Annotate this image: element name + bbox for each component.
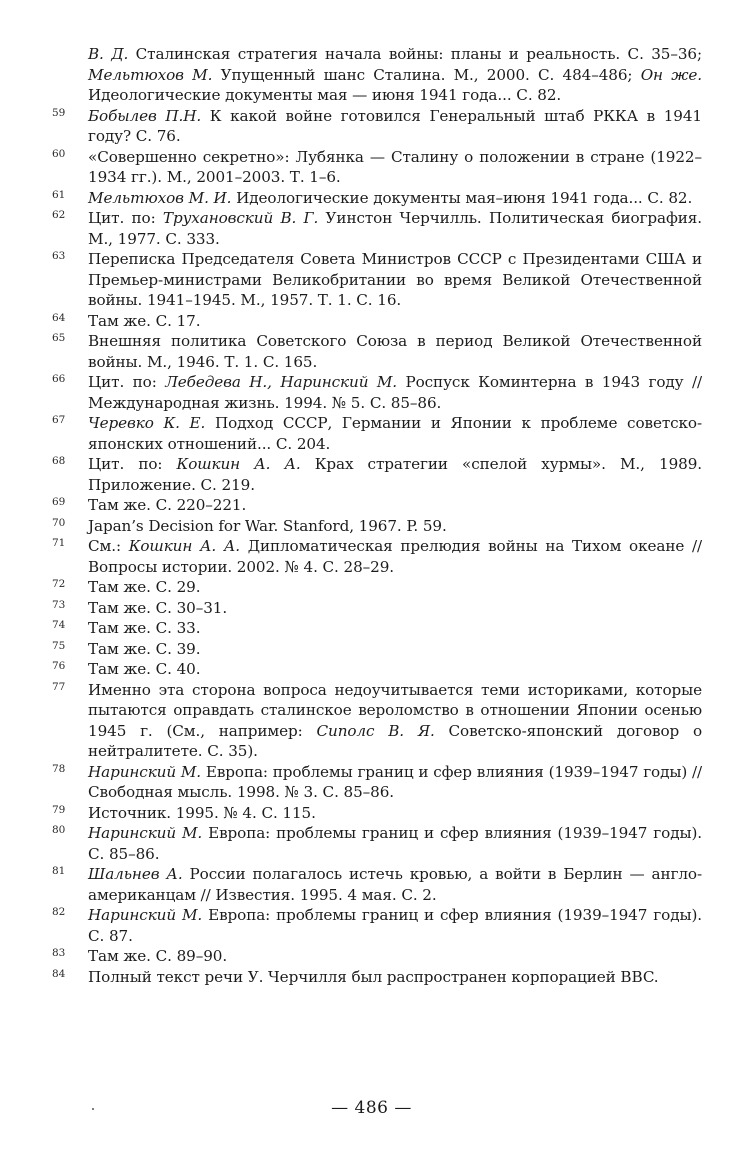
endnote-text	[88, 618, 702, 639]
endnote-text	[88, 147, 702, 188]
citation-text: Там же. С. 39.	[88, 639, 201, 658]
endnote-number: 79	[52, 803, 66, 816]
endnote	[52, 618, 702, 639]
author-name: Трухановский В. Г.	[162, 209, 319, 227]
citation-text: Идеологические документы мая — июня 1941 года... С. 82.	[88, 86, 562, 104]
endnote	[52, 44, 702, 106]
endnote-number: 84	[52, 967, 66, 980]
citation-text: Там же. С. 220–221.	[88, 496, 247, 514]
endnote-text	[88, 454, 702, 495]
endnote-text	[88, 495, 702, 516]
author-name: Шальнев А.	[88, 865, 183, 883]
citation-text: Там же. С. 29.	[88, 578, 201, 596]
endnote-number: 69	[52, 496, 66, 508]
citation-text: К какой войне готовился Генеральный штаб РККА в 1941 году? С. 76.	[88, 106, 702, 145]
endnote-number: 67	[52, 414, 66, 426]
citation-text: Сталинская стратегия начала войны: планы и реальность. С. 35–36;	[128, 45, 703, 63]
endnote-text	[88, 762, 702, 803]
endnote-text	[88, 44, 702, 106]
endnote	[52, 680, 702, 762]
endnote-number: 72	[52, 578, 66, 590]
citation-text: Цит. по:	[88, 455, 177, 473]
endnote-text	[88, 106, 702, 147]
endnote-text	[88, 413, 702, 454]
endnote	[52, 946, 702, 967]
endnote	[52, 249, 702, 311]
endnote	[52, 905, 702, 946]
endnote-text	[88, 659, 702, 680]
endnote-number: 81	[52, 865, 66, 877]
endnote	[52, 864, 702, 905]
citation-text: Советско-японский договор о нейтралитете. С. 35).	[88, 721, 703, 760]
endnote-text	[88, 208, 702, 249]
endnote-number: 76	[52, 660, 66, 672]
endnote-text	[88, 803, 702, 824]
endnote-number: 83	[52, 947, 66, 959]
endnote	[52, 331, 702, 372]
endnote	[52, 967, 702, 988]
endnote	[52, 577, 702, 598]
endnote-text	[88, 823, 702, 864]
endnote-text	[88, 311, 702, 332]
citation-text: Там же. С. 33.	[88, 619, 201, 637]
citation-text: Внешняя политика Советского Союза в период Великой Отечественной войны. М., 1946. Т. 1. С. 165.	[88, 332, 702, 371]
citation-text: Подход СССР, Германии и Японии к проблеме советско-японских отношений... С. 204.	[88, 414, 703, 453]
endnote	[52, 516, 702, 537]
endnote-number: 64	[52, 311, 66, 324]
endnote	[52, 372, 702, 413]
citation-text: Там же. С. 17.	[88, 311, 201, 330]
endnote-text	[88, 577, 702, 598]
citation-text: Именно эта сторона вопроса недоучитывается теми историками, которые пытаются оправдать сталинское вероломство в отношении Японии осенью 1945 г. (См., например:	[88, 680, 702, 740]
author-name: Наринский М.	[88, 824, 203, 842]
citation-text: Идеологические документы мая–июня 1941 года... С. 82.	[231, 188, 693, 207]
endnote-number: 61	[52, 188, 66, 201]
endnote	[52, 106, 702, 147]
endnote-number: 77	[52, 680, 66, 693]
endnote-text	[88, 516, 702, 537]
citation-text: Цит. по:	[88, 209, 163, 227]
author-name: Наринский М.	[88, 762, 202, 781]
citation-text: Полный текст речи У. Черчилля был распространен корпорацией BBC.	[88, 967, 659, 986]
endnote	[52, 454, 702, 495]
citation-text: Japan’s Decision for War. Stanford, 1967. P. 59.	[88, 516, 447, 535]
endnote-number: 60	[52, 147, 66, 160]
author-name: Кошкин А. А.	[176, 455, 301, 473]
author-name: Черевко К. Е.	[88, 414, 206, 432]
endnote	[52, 147, 702, 188]
endnote-number: 73	[52, 598, 66, 611]
citation-text: Европа: проблемы границ и сфер влияния (1939–1947 годы). С. 85–86.	[88, 824, 702, 863]
endnote-number: 68	[52, 455, 66, 467]
endnote	[52, 208, 702, 249]
endnote-number: 65	[52, 332, 66, 344]
endnote-number: 70	[52, 516, 66, 529]
author-name: Кошкин А. А.	[128, 537, 240, 555]
endnote	[52, 803, 702, 824]
endnote-number: 62	[52, 209, 66, 221]
endnote	[52, 495, 702, 516]
endnote-number: 78	[52, 762, 66, 775]
citation-text: Европа: проблемы границ и сфер влияния (1939–1947 годы). С. 87.	[88, 906, 702, 945]
endnote-text	[88, 372, 702, 413]
citation-text: Там же. С. 40.	[88, 660, 201, 678]
endnote-number: 80	[52, 824, 66, 836]
endnote	[52, 762, 702, 803]
endnote-number: 82	[52, 906, 66, 918]
citation-text: Упущенный шанс Сталина. М., 2000. С. 484–486;	[212, 65, 641, 84]
citation-text: Источник. 1995. № 4. С. 115.	[88, 803, 316, 822]
endnote	[52, 823, 702, 864]
endnote-number: 75	[52, 639, 66, 652]
page-number: — 486 —	[331, 1098, 412, 1118]
endnote	[52, 659, 702, 680]
author-name: Мельтюхов М. И.	[88, 188, 232, 207]
endnote-text	[88, 967, 702, 988]
endnote-number: 71	[52, 537, 66, 549]
endnote-text	[88, 864, 702, 905]
citation-text: Крах стратегии «спелой хурмы». М., 1989. Приложение. С. 219.	[88, 455, 702, 494]
endnote-text	[88, 905, 702, 946]
endnote-text	[88, 331, 702, 372]
endnote-number: 59	[52, 106, 66, 119]
endnote	[52, 188, 702, 209]
citation-text: «Совершенно секретно»: Лубянка — Сталину о положении в стране (1922–1934 гг.). М., 2001–2003. Т. 1–6.	[88, 147, 702, 186]
endnote-number: 66	[52, 373, 66, 385]
author-name: Бобылев П.Н.	[88, 106, 202, 125]
endnote	[52, 413, 702, 454]
endnote	[52, 536, 702, 577]
endnote-text	[88, 639, 702, 660]
citation-text: Роспуск Коминтерна в 1943 году // Международная жизнь. 1994. № 5. С. 85–86.	[88, 373, 702, 412]
endnotes-list	[52, 44, 702, 987]
endnote	[52, 639, 702, 660]
citation-text: Там же. С. 89–90.	[88, 947, 228, 965]
endnote-number: 74	[52, 619, 66, 631]
endnote-text	[88, 598, 702, 619]
citation-text: России полагалось истечь кровью, а войти в Берлин — англо-американцам // Известия. 1995. 4 мая. С. 2.	[88, 865, 702, 904]
citation-text: Цит. по:	[88, 373, 166, 391]
endnote-number: 63	[52, 250, 66, 262]
citation-text: Переписка Председателя Совета Министров СССР с Президентами США и Премьер-министрами Великобритании во время Великой Отечественной войны. 1941–1945. М., 1957. Т. 1. С. 16.	[88, 250, 702, 309]
citation-text: Там же. С. 30–31.	[88, 598, 228, 617]
endnote-text	[88, 946, 702, 967]
endnote	[52, 598, 702, 619]
endnote-text	[88, 680, 702, 762]
endnote-text	[88, 249, 702, 311]
endnote	[52, 311, 702, 332]
endnote-text	[88, 536, 702, 577]
author-name: Лебедева Н., Наринский М.	[165, 373, 398, 391]
endnote-text	[88, 188, 702, 209]
author-name: Наринский М.	[88, 906, 203, 924]
citation-text: Европа: проблемы границ и сфер влияния (1939–1947 годы) // Свободная мысль. 1998. № 3. С. 85–86.	[88, 762, 703, 801]
citation-text: Уинстон Черчилль. Политическая биография. М., 1977. С. 333.	[88, 209, 702, 248]
author-name: В. Д.	[88, 45, 129, 63]
author-name: Сиполс В. Я.	[316, 721, 435, 740]
citation-text: Дипломатическая прелюдия войны на Тихом океане // Вопросы истории. 2002. № 4. С. 28–29.	[88, 537, 702, 576]
author-name: Мельтюхов М.	[88, 65, 213, 84]
author-name: Он же.	[640, 65, 703, 84]
citation-text: См.:	[88, 537, 129, 555]
